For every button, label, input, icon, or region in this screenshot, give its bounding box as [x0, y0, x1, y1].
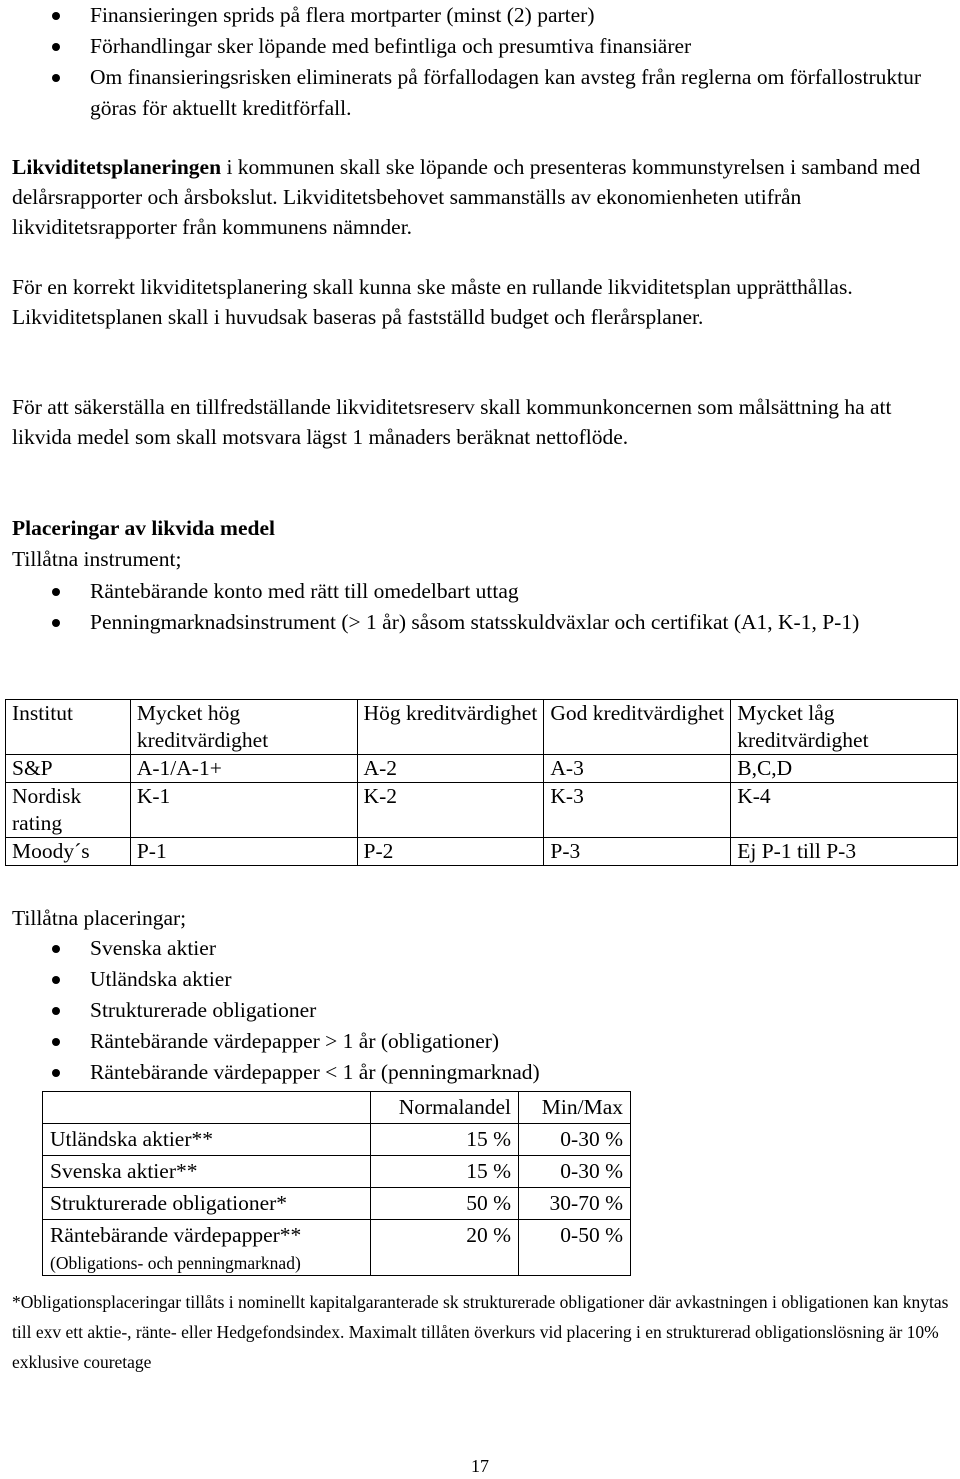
table-cell: 20 %	[371, 1220, 519, 1276]
rolling-plan-paragraph: För en korrekt likviditetsplanering skall kunna ske måste en rullande likviditetsplan upprätthållas. Likviditetsplanen skall i huvudsak baseras på fastställd budget och flerårsplaner.	[12, 275, 853, 329]
page-number: 17	[471, 1456, 489, 1476]
credit-rating-table	[5, 699, 958, 866]
table-header-cell: Mycket hög kreditvärdighet	[130, 700, 357, 755]
table-cell: K-4	[731, 783, 958, 838]
table-header-cell: Mycket låg kreditvärdighet	[731, 700, 958, 755]
allocation-row-subtext: (Obligations- och penningmarknad)	[50, 1253, 301, 1273]
list-item	[0, 1057, 940, 1088]
bullet-icon	[52, 588, 60, 596]
table-cell: K-1	[130, 783, 357, 838]
placement-bullet-list	[0, 933, 940, 1088]
bullet-text: Räntebärande konto med rätt till omedelbart uttag	[90, 579, 519, 603]
financing-bullet-list	[0, 0, 940, 124]
placements-label: Tillåtna placeringar;	[12, 906, 187, 930]
table-cell: 15 %	[371, 1124, 519, 1156]
bullet-text: Räntebärande värdepapper > 1 år (obligationer)	[90, 1029, 500, 1053]
table-cell: P-3	[544, 838, 731, 866]
table-row	[6, 838, 958, 866]
list-item	[0, 62, 940, 124]
bullet-icon	[52, 1007, 60, 1015]
table-row	[6, 755, 958, 783]
table-cell: 0-30 %	[519, 1156, 631, 1188]
table-row	[6, 783, 958, 838]
bullet-icon	[52, 976, 60, 984]
list-item	[0, 964, 940, 995]
table-cell	[43, 1220, 371, 1276]
table-cell: P-1	[130, 838, 357, 866]
liquidity-planning-paragraph	[12, 152, 942, 242]
table-header-cell	[43, 1092, 371, 1124]
table-row	[43, 1220, 631, 1276]
table-cell: S&P	[6, 755, 131, 783]
list-item	[0, 995, 940, 1026]
table-cell: P-2	[357, 838, 544, 866]
table-cell: K-3	[544, 783, 731, 838]
bullet-icon	[52, 12, 60, 20]
table-cell: A-3	[544, 755, 731, 783]
bullet-text: Räntebärande värdepapper < 1 år (penningmarknad)	[90, 1060, 540, 1084]
list-item	[0, 933, 940, 964]
liquidity-reserve-paragraph: För att säkerställa en tillfredställande likviditetsreserv skall kommunkoncernen som målsättning ha att likvida medel som skall motsvara lägst 1 månaders beräknat nettoflöde.	[12, 395, 892, 449]
bullet-text: Strukturerade obligationer	[90, 998, 317, 1022]
bullet-text: Finansieringen sprids på flera mortparter (minst (2) parter)	[90, 3, 595, 27]
table-row	[43, 1092, 631, 1124]
liquidity-planning-text: i kommunen skall ske löpande och presenteras kommunstyrelsen i samband med delårsrapporter och årsbokslut. Likviditetsbehovet sammanställs av ekonomienheten utifrån likviditetsrapporter från kommunens nämnder.	[12, 155, 921, 239]
table-cell: A-2	[357, 755, 544, 783]
table-row	[6, 700, 958, 755]
bullet-icon	[52, 74, 60, 82]
list-item	[0, 1026, 940, 1057]
liquidity-planning-term: Likviditetsplaneringen	[12, 155, 222, 179]
section-heading: Placeringar av likvida medel	[12, 516, 275, 540]
list-item	[0, 576, 940, 607]
table-row	[43, 1156, 631, 1188]
bullet-text: Om finansieringsrisken eliminerats på förfallodagen kan avsteg från reglerna om förfallostruktur göras för aktuellt kreditförfall.	[90, 65, 922, 120]
instruments-label: Tillåtna instrument;	[12, 547, 182, 571]
table-cell: 15 %	[371, 1156, 519, 1188]
table-cell: B,C,D	[731, 755, 958, 783]
table-cell: 50 %	[371, 1188, 519, 1220]
bullet-text: Förhandlingar sker löpande med befintliga och presumtiva finansiärer	[90, 34, 692, 58]
table-cell: Nordisk rating	[6, 783, 131, 838]
bullet-icon	[52, 619, 60, 627]
bullet-text: Penningmarknadsinstrument (> 1 år) såsom statsskuldväxlar och certifikat (A1, K-1, P-1)	[90, 610, 860, 634]
bullet-icon	[52, 1069, 60, 1077]
bullet-text: Svenska aktier	[90, 936, 216, 960]
table-cell: Moody´s	[6, 838, 131, 866]
list-item	[0, 0, 940, 31]
table-header-cell: Min/Max	[519, 1092, 631, 1124]
table-cell: 0-30 %	[519, 1124, 631, 1156]
table-cell: Svenska aktier**	[43, 1156, 371, 1188]
bullet-icon	[52, 1038, 60, 1046]
table-header-cell: Institut	[6, 700, 131, 755]
allocation-row-name: Räntebärande värdepapper**	[50, 1223, 302, 1247]
allocation-table	[42, 1091, 631, 1276]
table-cell: Strukturerade obligationer*	[43, 1188, 371, 1220]
table-cell: K-2	[357, 783, 544, 838]
table-row	[43, 1124, 631, 1156]
instrument-bullet-list	[0, 576, 940, 638]
table-header-cell: God kreditvärdighet	[544, 700, 731, 755]
table-cell: Ej P-1 till P-3	[731, 838, 958, 866]
list-item	[0, 31, 940, 62]
table-cell: 30-70 %	[519, 1188, 631, 1220]
bullet-icon	[52, 945, 60, 953]
table-header-cell: Normalandel	[371, 1092, 519, 1124]
bullet-icon	[52, 43, 60, 51]
table-row	[43, 1188, 631, 1220]
footnote: *Obligationsplaceringar tillåts i nominellt kapitalgaranterade sk strukturerade obligationer där avkastningen i obligationen kan knytas till exv ett aktie-, ränte- eller Hedgefondsindex. Maximalt tillåten överkurs vid placering i en strukturerad obligationslösning är 10% exklusive couretage	[12, 1292, 949, 1372]
table-cell: A-1/A-1+	[130, 755, 357, 783]
table-cell: 0-50 %	[519, 1220, 631, 1276]
table-cell: Utländska aktier**	[43, 1124, 371, 1156]
list-item	[0, 607, 940, 638]
bullet-text: Utländska aktier	[90, 967, 232, 991]
table-header-cell: Hög kreditvärdighet	[357, 700, 544, 755]
